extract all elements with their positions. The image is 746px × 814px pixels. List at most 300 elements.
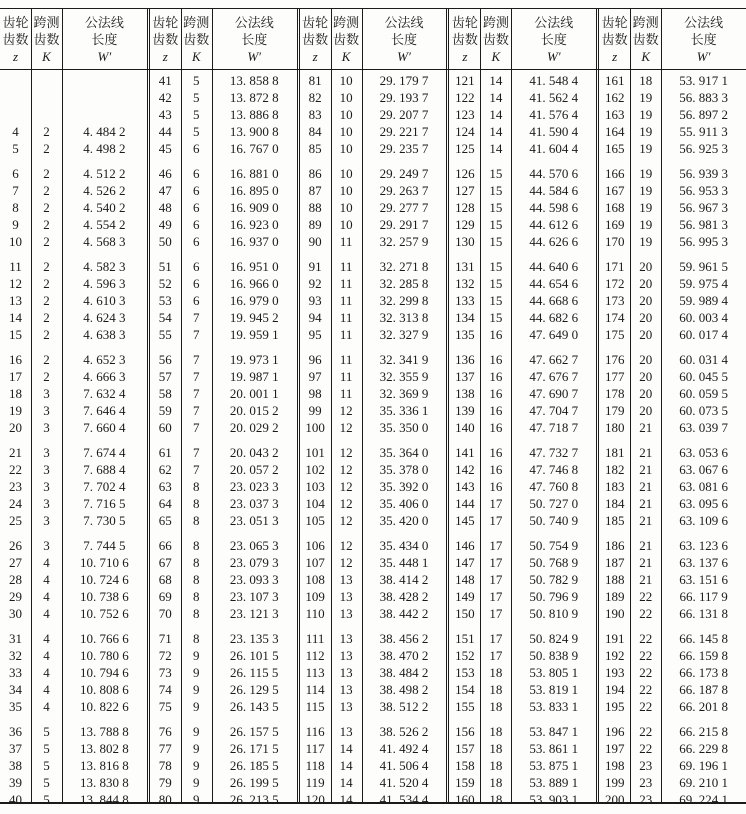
k-cell: 3 xyxy=(43,386,50,401)
k-cell: 3 xyxy=(43,462,50,477)
z-cell: 119 xyxy=(305,775,325,790)
header-symbol-z: z xyxy=(162,48,168,64)
header-gear-teeth xyxy=(150,9,181,69)
data-row xyxy=(150,385,297,402)
z-cell: 59 xyxy=(158,403,172,418)
data-row xyxy=(300,630,447,647)
w-cell: 4. 554 2 xyxy=(83,217,126,232)
k-cell: 21 xyxy=(639,420,653,435)
w-cell: 60. 003 4 xyxy=(679,310,728,325)
data-row xyxy=(300,140,447,157)
z-cell: 44 xyxy=(158,124,172,139)
z-cell: 162 xyxy=(604,90,625,105)
data-row xyxy=(449,275,596,292)
k-cell: 21 xyxy=(639,513,653,528)
column-divider xyxy=(362,9,363,802)
w-cell: 10. 780 6 xyxy=(80,648,129,663)
w-cell: 29. 235 7 xyxy=(379,141,429,156)
data-row xyxy=(300,199,447,216)
w-cell: 66. 173 8 xyxy=(679,665,728,680)
z-cell: 174 xyxy=(604,310,625,325)
w-cell: 66. 187 8 xyxy=(679,682,728,697)
k-cell: 16 xyxy=(489,479,503,494)
w-cell: 13. 886 8 xyxy=(229,107,279,122)
row-block xyxy=(0,723,147,808)
z-cell: 169 xyxy=(604,217,625,232)
z-cell: 109 xyxy=(305,589,325,604)
k-cell: 16 xyxy=(489,386,503,401)
z-cell: 104 xyxy=(305,496,325,511)
z-cell: 107 xyxy=(305,555,325,570)
k-cell: 20 xyxy=(639,369,653,384)
z-cell: 85 xyxy=(308,141,322,156)
data-row xyxy=(449,571,596,588)
z-cell: 172 xyxy=(604,276,625,291)
z-cell: 4 xyxy=(12,124,19,139)
w-cell: 56. 939 3 xyxy=(679,166,728,181)
data-row xyxy=(300,554,447,571)
data-row xyxy=(0,664,147,681)
w-cell: 29. 277 7 xyxy=(379,200,429,215)
w-cell: 60. 073 5 xyxy=(679,403,728,418)
k-cell: 19 xyxy=(639,90,653,105)
w-cell: 41. 590 4 xyxy=(529,124,579,139)
data-row xyxy=(150,275,297,292)
w-cell: 35. 434 0 xyxy=(379,538,429,553)
k-cell: 22 xyxy=(639,741,653,756)
k-cell: 10 xyxy=(339,200,353,215)
k-cell: 19 xyxy=(639,141,653,156)
w-cell: 26. 143 5 xyxy=(229,699,279,714)
w-cell: 4. 582 3 xyxy=(83,259,126,274)
z-cell: 61 xyxy=(158,445,172,460)
data-row xyxy=(150,495,297,512)
header-line: 齿轮 xyxy=(601,14,628,30)
k-cell: 18 xyxy=(489,741,503,756)
z-cell: 149 xyxy=(455,589,475,604)
z-cell: 68 xyxy=(158,572,172,587)
k-cell: 8 xyxy=(193,572,200,587)
k-cell: 6 xyxy=(193,141,200,156)
data-row xyxy=(449,216,596,233)
data-row xyxy=(449,444,596,461)
data-row xyxy=(300,537,447,554)
data-row xyxy=(599,275,746,292)
data-row xyxy=(300,605,447,622)
data-row xyxy=(0,588,147,605)
w-cell: 44. 640 6 xyxy=(529,259,579,274)
w-cell: 26. 101 5 xyxy=(229,648,279,663)
k-cell: 17 xyxy=(489,538,503,553)
z-cell: 178 xyxy=(604,386,625,401)
z-cell: 50 xyxy=(158,234,172,249)
data-row xyxy=(0,385,147,402)
w-cell: 16. 923 0 xyxy=(229,217,279,232)
w-cell: 55. 911 3 xyxy=(679,124,728,139)
z-cell: 192 xyxy=(604,648,625,663)
data-row xyxy=(599,199,746,216)
data-row xyxy=(150,647,297,664)
k-cell: 18 xyxy=(639,73,653,88)
w-cell: 63. 095 6 xyxy=(679,496,728,511)
k-cell: 11 xyxy=(339,369,353,384)
data-row xyxy=(0,292,147,309)
w-cell: 53. 847 1 xyxy=(529,724,579,739)
header-line: 长度 xyxy=(241,31,268,47)
data-row xyxy=(300,351,447,368)
header-spanned-teeth xyxy=(480,9,511,69)
w-cell: 50. 740 9 xyxy=(529,513,579,528)
data-row xyxy=(599,664,746,681)
w-cell: 13. 802 8 xyxy=(80,741,129,756)
k-cell: 15 xyxy=(489,217,503,232)
w-cell: 60. 059 5 xyxy=(679,386,728,401)
header-line: 跨测 xyxy=(33,14,60,30)
data-row xyxy=(449,630,596,647)
k-cell: 13 xyxy=(339,724,353,739)
w-cell: 23. 093 3 xyxy=(229,572,279,587)
data-row xyxy=(150,182,297,199)
header-line: 公法线 xyxy=(384,14,424,30)
w-cell: 35. 364 0 xyxy=(379,445,429,460)
k-cell: 16 xyxy=(489,462,503,477)
w-cell: 26. 213 5 xyxy=(229,792,279,807)
k-cell: 18 xyxy=(489,665,503,680)
data-row xyxy=(300,664,447,681)
z-cell: 189 xyxy=(604,589,625,604)
z-cell: 143 xyxy=(455,479,475,494)
data-row xyxy=(150,233,297,250)
z-cell: 62 xyxy=(158,462,172,477)
z-cell: 160 xyxy=(455,792,475,807)
header-symbol-k: K xyxy=(42,48,51,64)
row-block xyxy=(449,165,596,250)
data-row xyxy=(300,402,447,419)
w-cell: 26. 129 5 xyxy=(229,682,279,697)
row-block xyxy=(449,537,596,622)
z-cell: 145 xyxy=(455,513,475,528)
k-cell: 5 xyxy=(193,124,200,139)
header-symbol-z: z xyxy=(462,48,468,64)
data-row xyxy=(449,233,596,250)
data-row xyxy=(599,368,746,385)
z-cell: 116 xyxy=(305,724,325,739)
data-row xyxy=(300,791,447,808)
z-cell: 135 xyxy=(455,327,475,342)
data-row xyxy=(0,351,147,368)
z-cell: 43 xyxy=(158,107,172,122)
k-cell: 4 xyxy=(43,699,50,714)
w-cell: 35. 448 1 xyxy=(379,555,429,570)
header-line: 公法线 xyxy=(534,14,574,30)
z-cell: 58 xyxy=(158,386,172,401)
k-cell: 22 xyxy=(639,589,653,604)
w-cell: 13. 858 8 xyxy=(229,73,279,88)
data-row xyxy=(300,681,447,698)
k-cell: 5 xyxy=(193,90,200,105)
k-cell: 10 xyxy=(339,217,353,232)
z-cell: 182 xyxy=(604,462,625,477)
data-row xyxy=(449,588,596,605)
header-line: 齿数 xyxy=(601,31,628,47)
k-cell: 4 xyxy=(43,665,50,680)
z-cell: 37 xyxy=(9,741,22,756)
z-cell: 125 xyxy=(455,141,475,156)
data-row xyxy=(449,402,596,419)
w-cell xyxy=(62,89,147,106)
k-cell: 8 xyxy=(193,479,200,494)
z-cell: 188 xyxy=(604,572,625,587)
z-cell: 138 xyxy=(455,386,475,401)
data-row xyxy=(449,478,596,495)
k-cell: 16 xyxy=(489,352,503,367)
row-block xyxy=(599,537,746,622)
z-cell: 185 xyxy=(604,513,625,528)
k-cell: 9 xyxy=(193,682,200,697)
z-cell: 146 xyxy=(455,538,475,553)
header-gear-teeth xyxy=(449,9,480,69)
group-header xyxy=(0,9,147,69)
w-cell: 4. 540 2 xyxy=(83,200,126,215)
k-cell: 20 xyxy=(639,386,653,401)
w-cell: 4. 568 3 xyxy=(83,234,126,249)
z-cell: 88 xyxy=(308,200,322,215)
k-cell: 12 xyxy=(339,496,353,511)
w-cell: 53. 861 1 xyxy=(529,741,579,756)
data-row xyxy=(599,326,746,343)
k-cell: 13 xyxy=(339,648,353,663)
data-row xyxy=(599,165,746,182)
w-cell: 63. 067 6 xyxy=(679,462,728,477)
header-line: 齿数 xyxy=(2,31,29,47)
column-divider xyxy=(31,9,32,802)
w-cell: 4. 624 3 xyxy=(83,310,126,325)
k-cell: 10 xyxy=(339,183,353,198)
z-cell: 173 xyxy=(604,293,625,308)
z-cell: 99 xyxy=(308,403,322,418)
k-cell: 22 xyxy=(639,631,653,646)
z-cell: 78 xyxy=(158,758,172,773)
z-cell: 92 xyxy=(308,276,322,291)
w-cell: 19. 973 1 xyxy=(229,352,279,367)
k-cell: 9 xyxy=(193,775,200,790)
k-cell: 4 xyxy=(43,631,50,646)
header-symbol-w: W′ xyxy=(97,48,112,64)
data-row xyxy=(0,571,147,588)
data-row xyxy=(599,292,746,309)
w-cell: 59. 975 4 xyxy=(679,276,728,291)
w-cell: 44. 612 6 xyxy=(529,217,579,232)
z-cell: 67 xyxy=(158,555,172,570)
data-row xyxy=(449,681,596,698)
z-cell: 111 xyxy=(305,631,325,646)
w-cell: 20. 029 2 xyxy=(229,420,279,435)
z-cell: 47 xyxy=(158,183,172,198)
w-cell: 66. 215 8 xyxy=(679,724,728,739)
z-cell xyxy=(0,106,31,123)
data-row xyxy=(0,309,147,326)
data-row xyxy=(300,326,447,343)
z-cell: 76 xyxy=(158,724,172,739)
z-cell: 190 xyxy=(604,606,625,621)
z-cell: 136 xyxy=(455,352,475,367)
k-cell: 12 xyxy=(339,420,353,435)
row-block xyxy=(449,444,596,529)
k-cell: 14 xyxy=(489,73,503,88)
w-cell: 47. 690 7 xyxy=(529,386,579,401)
row-block xyxy=(300,258,447,343)
k-cell: 2 xyxy=(43,234,50,249)
z-cell: 72 xyxy=(158,648,172,663)
k-cell: 2 xyxy=(43,166,50,181)
data-row xyxy=(0,72,147,89)
z-cell: 127 xyxy=(455,183,475,198)
w-cell: 16. 881 0 xyxy=(229,166,279,181)
group-body xyxy=(300,69,447,808)
w-cell: 41. 534 4 xyxy=(379,792,429,807)
data-row xyxy=(0,478,147,495)
data-row xyxy=(150,199,297,216)
w-cell: 38. 442 2 xyxy=(379,606,429,621)
z-cell: 134 xyxy=(455,310,475,325)
data-row xyxy=(449,258,596,275)
z-cell: 167 xyxy=(604,183,625,198)
data-row xyxy=(599,233,746,250)
w-cell: 66. 229 8 xyxy=(679,741,728,756)
z-cell: 54 xyxy=(158,310,172,325)
data-row xyxy=(449,182,596,199)
k-cell: 7 xyxy=(193,403,200,418)
group-header xyxy=(300,9,447,69)
data-row xyxy=(150,664,297,681)
w-cell: 29. 249 7 xyxy=(379,166,429,181)
w-cell: 47. 718 7 xyxy=(529,420,579,435)
data-row xyxy=(0,199,147,216)
k-cell: 2 xyxy=(43,259,50,274)
k-cell: 2 xyxy=(43,293,50,308)
w-cell: 4. 526 2 xyxy=(83,183,126,198)
data-row xyxy=(150,165,297,182)
data-row xyxy=(599,309,746,326)
data-row xyxy=(300,588,447,605)
w-cell: 10. 808 6 xyxy=(80,682,129,697)
data-row xyxy=(599,740,746,757)
k-cell: 5 xyxy=(43,758,50,773)
column-divider xyxy=(212,9,213,802)
header-line: 长度 xyxy=(690,31,717,47)
w-cell: 23. 107 3 xyxy=(229,589,279,604)
k-cell: 17 xyxy=(489,572,503,587)
k-cell: 7 xyxy=(193,445,200,460)
z-cell: 181 xyxy=(604,445,625,460)
column-divider xyxy=(661,9,662,802)
data-row xyxy=(150,740,297,757)
w-cell: 16. 966 0 xyxy=(229,276,279,291)
z-cell: 23 xyxy=(9,479,22,494)
z-cell: 60 xyxy=(158,420,172,435)
z-cell: 128 xyxy=(455,200,475,215)
data-row xyxy=(449,740,596,757)
k-cell: 10 xyxy=(339,141,353,156)
w-cell: 47. 760 8 xyxy=(529,479,579,494)
k-cell: 12 xyxy=(339,479,353,494)
k-cell: 9 xyxy=(193,665,200,680)
k-cell: 2 xyxy=(43,183,50,198)
row-block xyxy=(300,165,447,250)
z-cell: 179 xyxy=(604,403,625,418)
z-cell: 33 xyxy=(9,665,22,680)
k-cell: 19 xyxy=(639,107,653,122)
header-line: 齿数 xyxy=(183,31,210,47)
w-cell: 50. 824 9 xyxy=(529,631,579,646)
group-body xyxy=(150,69,297,808)
column-divider xyxy=(480,9,481,802)
data-row xyxy=(599,774,746,791)
z-cell: 36 xyxy=(9,724,22,739)
w-cell: 32. 341 9 xyxy=(379,352,429,367)
z-cell: 170 xyxy=(604,234,625,249)
k-cell: 8 xyxy=(193,589,200,604)
data-row xyxy=(150,723,297,740)
header-line: 公法线 xyxy=(234,14,274,30)
k-cell: 17 xyxy=(489,555,503,570)
k-cell: 14 xyxy=(339,775,353,790)
k-cell: 22 xyxy=(639,648,653,663)
data-row xyxy=(300,461,447,478)
data-row xyxy=(449,385,596,402)
z-cell: 94 xyxy=(308,310,322,325)
w-cell: 44. 682 6 xyxy=(529,310,579,325)
row-block xyxy=(599,351,746,436)
w-cell: 56. 967 3 xyxy=(679,200,728,215)
data-row xyxy=(599,419,746,436)
w-cell: 59. 989 4 xyxy=(679,293,728,308)
z-cell: 83 xyxy=(308,107,322,122)
w-cell: 41. 520 4 xyxy=(379,775,429,790)
header-symbol-z: z xyxy=(612,48,618,64)
k-cell: 18 xyxy=(489,724,503,739)
w-cell: 26. 115 5 xyxy=(230,665,279,680)
z-cell: 66 xyxy=(158,538,172,553)
z-cell: 168 xyxy=(604,200,625,215)
w-cell: 56. 883 3 xyxy=(679,90,728,105)
z-cell: 177 xyxy=(604,369,625,384)
row-block xyxy=(599,723,746,808)
data-row xyxy=(599,106,746,123)
data-row xyxy=(599,258,746,275)
k-cell: 10 xyxy=(339,73,353,88)
group-header xyxy=(150,9,297,69)
z-cell: 137 xyxy=(455,369,475,384)
k-cell: 2 xyxy=(43,124,50,139)
w-cell: 38. 512 2 xyxy=(379,699,429,714)
k-cell: 12 xyxy=(339,513,353,528)
k-cell: 14 xyxy=(489,107,503,122)
z-cell: 18 xyxy=(9,386,22,401)
w-cell: 23. 037 3 xyxy=(229,496,279,511)
k-cell: 8 xyxy=(193,555,200,570)
row-block xyxy=(300,444,447,529)
data-row xyxy=(449,199,596,216)
header-symbol-w: W′ xyxy=(696,48,711,64)
w-cell: 69. 224 1 xyxy=(679,792,728,807)
w-cell: 10. 710 6 xyxy=(80,555,129,570)
z-cell: 8 xyxy=(12,200,19,215)
k-cell: 8 xyxy=(193,513,200,528)
z-cell: 140 xyxy=(455,420,475,435)
row-block xyxy=(599,72,746,157)
z-cell: 186 xyxy=(604,538,625,553)
